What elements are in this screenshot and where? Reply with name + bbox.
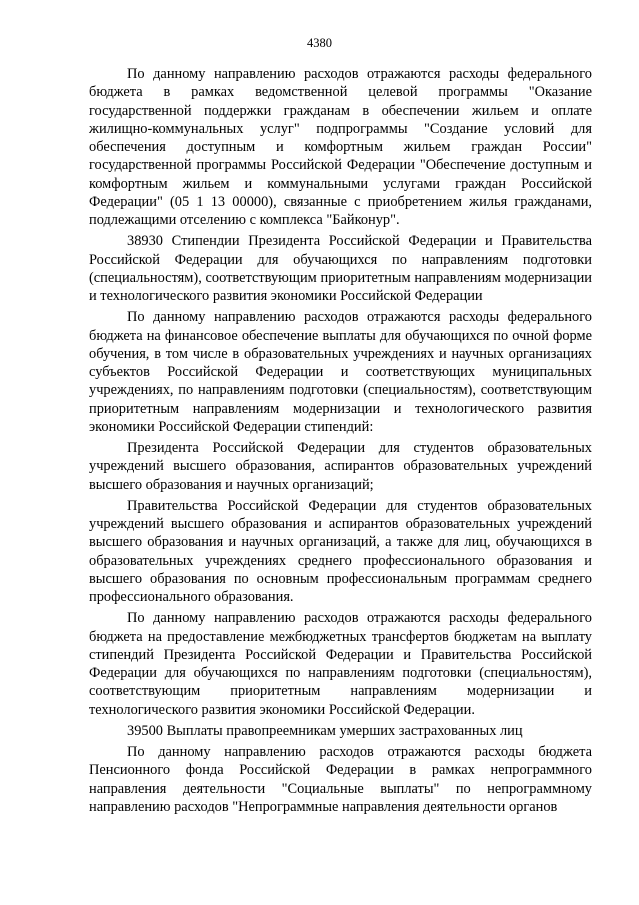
- paragraph-pension-fund-expenses: По данному направлению расходов отражаются расходы бюджета Пенсионного фонда Российской Федерации в рамках непрограммного направления деятельности "Социальные выплаты" по непрограммному направлению расходов "Непрограммные направления деятельности органов: [89, 744, 592, 815]
- paragraph-baikonur-housing: По данному направлению расходов отражаются расходы федерального бюджета в рамках ведомственной целевой программы "Оказание государственной поддержки гражданам в обеспечении жильем и оплате жилищно-коммунальных услуг" подпрограммы "Создание условий для обеспечения доступным и комфортным жильем граждан России" государственной программы Российской Федерации "Обеспечение доступным и комфортным жильем и коммунальными услугами граждан Российской Федерации" (05 1 13 00000), связанные с приобретением жилья гражданами, подлежащими отселению с комплекса "Байконур".: [89, 66, 592, 228]
- paragraph-president-scholarships: Президента Российской Федерации для студентов образовательных учреждений высшего образования, аспирантов образовательных учреждений высшего образования и научных организаций;: [89, 440, 592, 493]
- paragraph-scholarships-financing: По данному направлению расходов отражаются расходы федерального бюджета на финансовое обеспечение выплаты для обучающихся по очной форме обучения, в том числе в образовательных учреждениях и научных организациях субъектов Российской Федерации и соответствующих муниципальных учреждениях, по направлениям подготовки (специальностям), соответствующим приоритетным направлениям модернизации и технологического развития экономики Российской Федерации стипендий:: [89, 309, 592, 435]
- heading-39500-successor-payments: 39500 Выплаты правопреемникам умерших застрахованных лиц: [127, 722, 523, 739]
- page-number: 4380: [307, 36, 332, 50]
- heading-38930-scholarships: 38930 Стипендии Президента Российской Федерации и Правительства Российской Федерации для обучающихся по направлениям подготовки (специальностям), соответствующим приоритетным направлениям модернизации и технологического развития экономики Российской Федерации: [89, 233, 592, 304]
- paragraph-interbudget-transfers: По данному направлению расходов отражаются расходы федерального бюджета на предоставление межбюджетных трансфертов бюджетам на выплату стипендий Президента Российской Федерации и Правительства Российской Федерации для обучающихся по направлениям подготовки (специальностям), соответствующим приоритетным направлениям модернизации и технологического развития экономики Российской Федерации.: [89, 610, 592, 718]
- paragraph-government-scholarships: Правительства Российской Федерации для студентов образовательных учреждений высшего образования и аспирантов образовательных учреждений высшего образования и научных организаций, а также для лиц, обучающихся в образовательных учреждениях среднего профессионального образования и высшего образования по основным профессиональным программам среднего профессионального образования.: [89, 497, 592, 605]
- document-body: [89, 65, 592, 816]
